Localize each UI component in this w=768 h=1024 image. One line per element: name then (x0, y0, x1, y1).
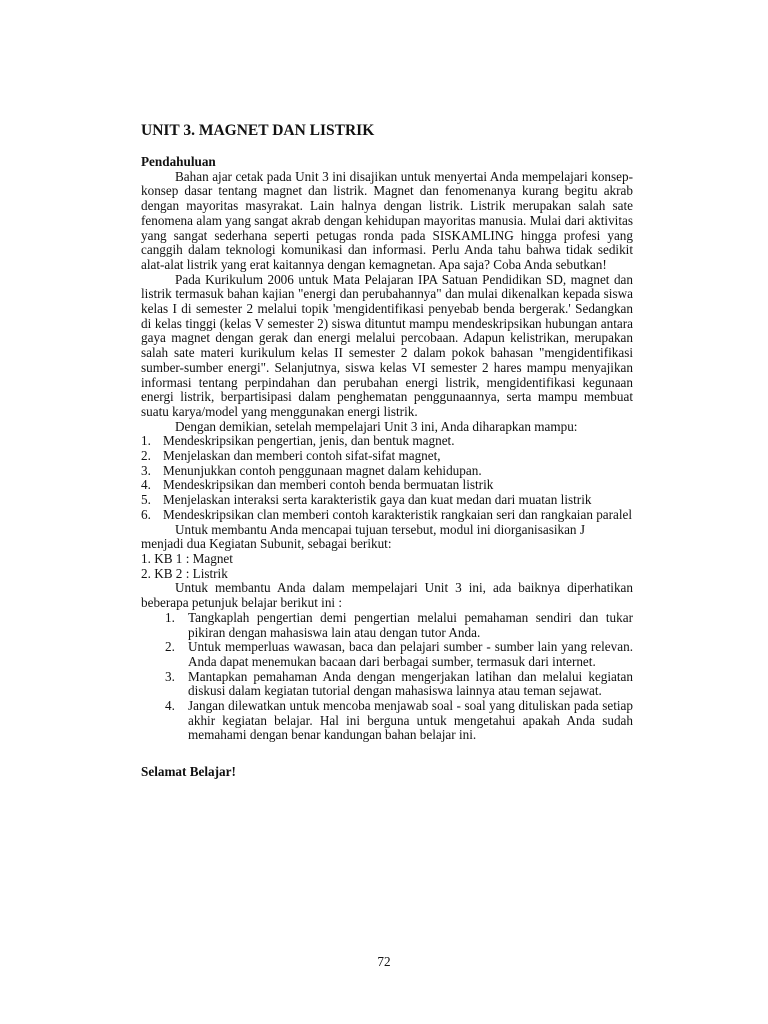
list-text: Mendeskripsikan pengertian, jenis, dan bentuk magnet. (163, 433, 455, 449)
objectives-list (141, 434, 633, 522)
list-number: 4. (141, 477, 151, 493)
list-text: Menjelaskan interaksi serta karakteristik gaya dan kuat medan dari muatan listrik (163, 492, 592, 508)
list-text: Untuk memperluas wawasan, baca dan pelajari sumber - sumber lain yang relevan. Anda dapat menemukan bacaan dari berbagai sumber, termasuk dari internet. (188, 639, 633, 669)
tip-item (141, 611, 633, 640)
list-number: 2. (165, 639, 175, 655)
intro-paragraph-1: Bahan ajar cetak pada Unit 3 ini disajikan untuk menyertai Anda mempelajari konsep-konsep dasar tentang magnet dan listrik. Magnet dan fenomenanya kurang begitu akrab dengan mayoritas masyrakat. Lain halnya dengan listrik. Listrik merupakan salah sate fenomena alam yang sangat akrab dengan kehidupan mayoritas manusia. Mulai dari aktivitas yang sangat sederhana seperti petugas ronda pada SISKAMLING hingga profesi yang canggih dalam teknologi komunikasi dan informasi. Perlu Anda tahu bahwa tidak sedikit alat-alat listrik yang erat kaitannya dengan kemagnetan. Apa saja? Coba Anda sebutkan! (141, 168, 633, 272)
tips-list (141, 611, 633, 743)
objective-item (141, 449, 633, 464)
intro-paragraph-3: Dengan demikian, setelah mempelajari Unit 3 ini, Anda diharapkan mampu: (175, 418, 578, 434)
objective-item (141, 434, 633, 449)
list-number: 3. (165, 668, 175, 684)
kb-item-1: 1. KB 1 : Magnet (141, 550, 233, 566)
closing-text: Selamat Belajar! (141, 764, 236, 780)
list-number: 1. (141, 433, 151, 449)
objective-item (141, 464, 633, 479)
organization-text: Untuk membantu Anda mencapai tujuan tersebut, modul ini diorganisasikan J (175, 521, 585, 537)
page-number: 72 (377, 954, 391, 969)
list-number: 1. (165, 609, 175, 625)
list-number: 2. (141, 448, 151, 464)
tip-item (141, 640, 633, 669)
list-text: Menjelaskan dan memberi contoh sifat-sifat magnet, (163, 448, 441, 464)
unit-title: UNIT 3. MAGNET DAN LISTRIK (141, 122, 375, 139)
list-text: Tangkaplah pengertian demi pengertian melalui pemahaman sendiri dan tukar pikiran dengan mahasiswa lain atau dengan tutor Anda. (188, 609, 633, 640)
list-number: 4. (165, 698, 175, 714)
list-number: 5. (141, 492, 151, 508)
organization-text-cont: menjadi dua Kegiatan Subunit, sebagai berikut: (141, 536, 392, 552)
list-text: Menunjukkan contoh penggunaan magnet dalam kehidupan. (163, 462, 482, 478)
objective-item (141, 478, 633, 493)
tip-item (141, 699, 633, 743)
tips-intro: Untuk membantu Anda dalam mempelajari Unit 3 ini, ada baiknya diperhatikan beberapa petunjuk belajar berikut ini : (141, 580, 633, 611)
intro-paragraph-2: Pada Kurikulum 2006 untuk Mata Pelajaran IPA Satuan Pendidikan SD, magnet dan listrik termasuk bahan kajian "energi dan perubahannya" dan mulai dikenalkan kepada siswa kelas I di semester 2 melalui topik 'mengidentifikasi penyebab benda bergerak.' Sedangkan di kelas tinggi (kelas V semester 2) siswa dituntut mampu mendeskripsikan hubungan antara gaya magnet dengan gerak dan energi melalui percobaan. Adapun kelistrikan, merupakan salah sate materi kurikulum kelas II semester 2 dalam pokok bahasan "mengidentifikasi sumber-sumber energi". Selanjutnya, siswa kelas VI semester 2 hares mampu menyajikan informasi tentang perpindahan dan perubahan energi listrik, mengidentifikasi kegunaan energi listrik, berpartisipasi dalam penghematan penggunaannya, serta mampu membuat suatu karya/model yang menggunakan energi listrik. (141, 271, 633, 419)
list-number: 6. (141, 506, 151, 522)
list-text: Mantapkan pemahaman Anda dengan mengerjakan latihan dan melalui kegiatan diskusi dalam kegiatan tutorial dengan mahasiswa lainnya atau teman sejawat. (188, 668, 633, 699)
list-text: Jangan dilewatkan untuk mencoba menjawab soal - soal yang dituliskan pada setiap akhir kegiatan belajar. Hal ini berguna untuk mengetahui apakah Anda sudah memahami dengan benar kandungan bahan belajar ini. (188, 698, 633, 743)
list-number: 3. (141, 462, 151, 478)
kb-item-2: 2. KB 2 : Listrik (141, 565, 228, 581)
section-heading: Pendahuluan (141, 154, 216, 169)
objective-item (141, 493, 633, 508)
page-content (141, 122, 633, 780)
list-text: Mendeskripsikan clan memberi contoh karakteristik rangkaian seri dan rangkaian paralel (163, 506, 633, 522)
list-text: Mendeskripsikan dan memberi contoh benda bermuatan listrik (163, 477, 494, 493)
tip-item (141, 670, 633, 699)
objective-item (141, 508, 633, 523)
